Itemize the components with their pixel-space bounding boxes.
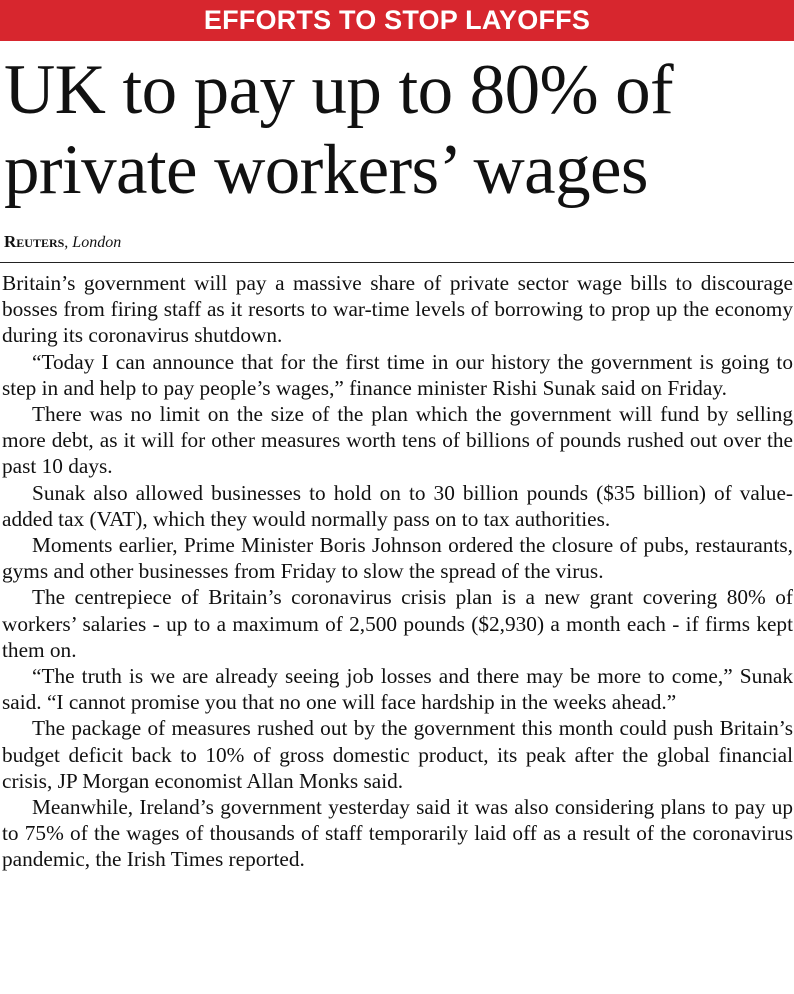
article-paragraph: The package of measures rushed out by the government this month could push Britain’s budget deficit back to 10% of gross domestic product, its peak after the global financial crisis, JP Morgan economist Allan Monks said. (2, 716, 793, 793)
article-paragraph: “The truth is we are already seeing job losses and there may be more to come,” Sunak said. “I cannot promise you that no one will face hardship in the weeks ahead.” (2, 664, 793, 715)
section-kicker: EFFORTS TO STOP LAYOFFS (0, 0, 794, 41)
byline-divider (0, 262, 794, 263)
byline-agency: Reuters (4, 232, 65, 251)
article-paragraph: Moments earlier, Prime Minister Boris Johnson ordered the closure of pubs, restaurants, gyms and other businesses from Friday to slow the spread of the virus. (2, 533, 793, 584)
article-paragraph: The centrepiece of Britain’s coronavirus crisis plan is a new grant covering 80% of workers’ salaries - up to a maximum of 2,500 pounds ($2,930) a month each - if firms kept them on. (2, 585, 793, 662)
article-body (2, 270, 793, 873)
article-paragraph: Britain’s government will pay a massive share of private sector wage bills to discourage bosses from firing staff as it resorts to war-time levels of borrowing to prop up the economy during its coronavirus shutdown. (2, 271, 793, 348)
article-paragraph: Meanwhile, Ireland’s government yesterday said it was also considering plans to pay up to 75% of the wages of thousands of staff temporarily laid off as a result of the coronavirus pandemic, the Irish Times reported. (2, 795, 793, 872)
article-paragraph: There was no limit on the size of the plan which the government will fund by selling more debt, as it will for other measures worth tens of billions of pounds rushed out over the past 10 days. (2, 402, 793, 479)
article-paragraph: Sunak also allowed businesses to hold on to 30 billion pounds ($35 billion) of value-added tax (VAT), which they would normally pass on to tax authorities. (2, 480, 793, 531)
article-paragraph: “Today I can announce that for the first time in our history the government is going to step in and help to pay people’s wages,” finance minister Rishi Sunak said on Friday. (2, 349, 793, 400)
byline-dateline: London (72, 234, 122, 251)
byline-separator: , (64, 234, 73, 251)
headline: UK to pay up to 80% of private workers’ wages (4, 51, 674, 209)
byline (4, 232, 121, 252)
